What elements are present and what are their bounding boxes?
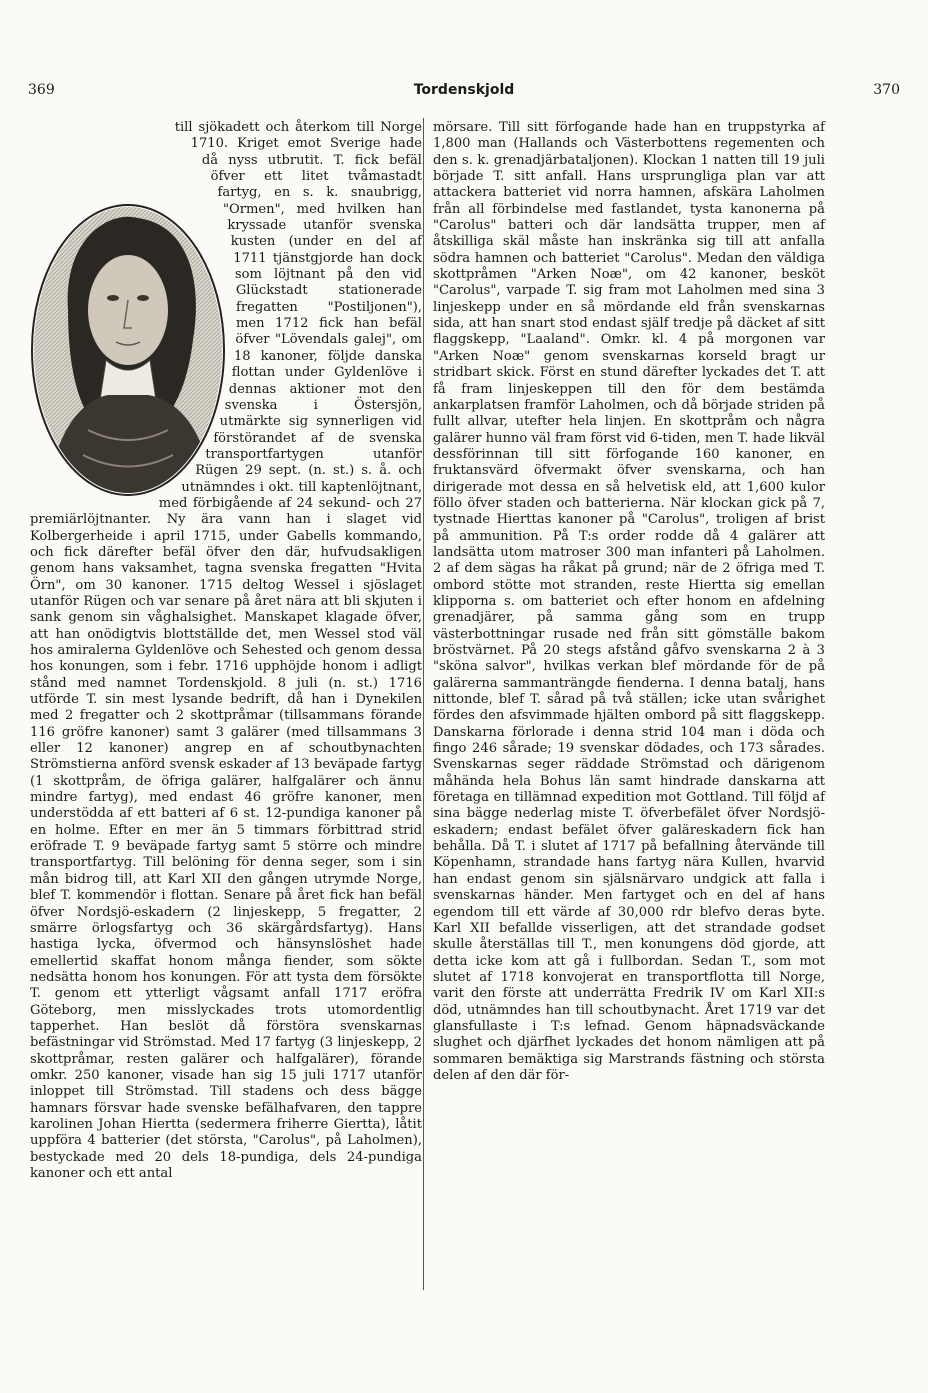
right-column	[433, 120, 825, 1084]
page-header	[28, 80, 900, 102]
left-column	[30, 120, 422, 1182]
running-title: Tordenskjold	[413, 82, 515, 98]
column-divider	[423, 118, 424, 1290]
portrait-engraving	[28, 200, 228, 500]
left-column-text: till sjökadett och återkom till Norge 1710. Kriget emot Sverige hade då nyss utbrutit. T. fick befäl öfver ett litet tvåmastadt fartyg, en s. k. snaubrigg, "Ormen", med hvilken han kryssade utanför svenska kusten (under en del af 1711 tjänstgjorde han dock som löjtnant på den vid Glückstadt stationerade fregatten "Postiljonen"), men 1712 fick han befäl öfver "Lövendals galej", om 18 kanoner, följde danska flottan under Gyldenlöve i dennas aktioner mot den svenska i Östersjön, utmärkte sig synnerligen vid förstörandet af de svenska transportfartygen utanför Rügen 29 sept. (n. st.) s. å. och utnämndes i okt. till kaptenlöjtnant, med förbigående af 24 sekund- och 27 premiärlöjtnanter. Ny ära vann han i slaget vid Kolbergerheide i april 1715, under Gabells kommando, och fick därefter befäl öfver den där, hufvudsakligen genom hans vaksamhet, tagna svenska fregatten "Hvita Örn", om 30 kanoner. 1715 deltog Wessel i sjöslaget utanför Rügen och var senare på året nära att bli skjuten i sank genom sin våghalsighet. Manskapet klagade öfver, att han onödigtvis blottställde det, men Wessel stod väl hos amiralerna Gyldenlöve och Sehested och genom dessa hos konungen, som i febr. 1716 upphöjde honom i adligt stånd med namnet Tordenskjold. 8 juli (n. st.) 1716 utförde T. sin mest lysande bedrift, då han i Dynekilen med 2 fregatter och 2 skottpråmar (tillsammans förande 116 gröfre kanoner) samt 3 galärer (med tillsammans 3 eller 12 kanoner) angrep en af schoutbynachten Strömstierna anförd svensk eskader af 13 beväpade fartyg (1 skottpråm, de öfriga galärer, halfgalärer och ännu mindre fartyg), med endast 46 gröfre kanoner, men understödda af ett batteri af 6 st. 12-pundiga kanoner på en holme. Efter en mer än 5 timmars förbittrad strid eröfrade T. 9 beväpade fartyg samt 5 större och mindre transportfartyg. Till belöning för denna seger, som i sin mån bidrog till, att Karl XII den gången utrymde Norge, blef T. kommendör i flottan. Senare på året fick han befäl öfver Nordsjö-eskadern (2 linjeskepp, 5 fregatter, 2 smärre örlogsfartyg och 36 skärgårdsfartyg). Hans hastiga lycka, öfvermod och hänsynslöshet hade emellertid skaffat honom många fiender, som sökte nedsätta honom hos konungen. För att tysta dem försökte T. genom ett ytterligt vågsamt anfall 1717 eröfra Göteborg, men misslyckades trots utomordentlig tapperhet. Han beslöt då förstöra svenskarnas befästningar vid Strömstad. Med 17 fartyg (3 linjeskepp, 2 skottpråmar, resten galärer och halfgalärer), förande omkr. 250 kanoner, visade han sig 15 juli 1717 utanför inloppet till Strömstad. Till stadens och dess bägge hamnars försvar hade svenske befälhafvaren, den tappre karolinen Johan Hiertta (sedermera friherre Giertta), låtit uppföra 4 batterier (det största, "Carolus", på Laholmen), bestyckade med 20 dels 18-pundiga, dels 24-pundiga kanoner och ett antal	[30, 120, 422, 1181]
portrait-image	[28, 200, 228, 500]
page-number-left: 369	[28, 82, 55, 98]
page-number-right: 370	[873, 82, 900, 98]
right-column-text: mörsare. Till sitt förfogande hade han en truppstyrka af 1,800 man (Hallands och Västerbottens regementen och den s. k. grenadjärbataljonen). Klockan 1 natten till 19 juli började T. sitt anfall. Hans ursprungliga plan var att attackera batteriet vid norra hamnen, afskära Laholmen från all förbindelse med fastlandet, tysta kanonerna på "Carolus" batteri och där landsätta trupper, men af åtskilliga skäl måste han inskränka sig till att anfalla södra hamnen och batteriet "Carolus". Medan den väldiga skottpråmen "Arken Noæ", om 42 kanoner, besköt "Carolus", varpade T. sig fram mot Laholmen med sina 3 linjeskepp under en så mördande eld från svenskarnas sida, att han snart stod endast själf tredje på däcket af sitt flaggskepp, "Laaland". Omkr. kl. 4 på morgonen var "Arken Noæ" genom svenskarnas korseld bragt ur stridbart skick. Först en stund därefter lyckades det T. att få fram linjeskeppen till den för dem bestämda ankarplatsen framför Laholmen, och då började striden på fullt allvar, utefter hela linjen. En skottpråm och några galärer hunno väl fram först vid 6-tiden, men T. hade likväl dessförinnan till sitt förfogande 160 kanoner, en fruktansvärd öfvermakt öfver svenskarna, och han dirigerade mot dessa en så helvetisk eld, att 1,600 kulor föllo öfver staden och batterierna. När klockan gick på 7, tystnade Hierttas kanoner på "Carolus", troligen af brist på ammunition. På T:s order rodde då 4 galärer att landsätta utom matroser 300 man infanteri på Laholmen. 2 af dem sägas ha råkat på grund; när de 2 öfriga med T. ombord stötte mot stranden, reste Hiertta sig emellan klipporna s. om batteriet och efter honom en afdelning grenadjärer, på samma gång som en trupp västerbottningar rusade ned från sitt gömställe bakom bröstvärnet. På 20 stegs afstånd gåfvo svenskarna 2 à 3 "sköna salvor", hvilkas verkan blef mördande för de på galärerna sammanträngde fienderna. I denna batalj, hans nittonde, blef T. sårad på två ställen; icke utan svårighet fördes den afsvimmade hjälten ombord på sitt flaggskepp. Danskarna förlorade i denna strid 104 man i döda och fingo 246 sårade; 19 svenskar dödades, och 173 sårades. Svenskarnas seger räddade Strömstad och därigenom måhända hela Bohus län samt hindrade danskarna att företaga en tillämnad expedition mot Gottland. Till följd af sina bägge nederlag miste T. öfverbefälet öfver Nordsjö-eskadern; endast befälet öfver galäreskadern fick han behålla. Då T. i slutet af 1717 på befallning återvände till Köpenhamn, strandade hans fartyg nära Kullen, hvarvid han endast genom sin själsnärvaro undgick att falla i svenskarnas händer. Men fartyget och en del af hans egendom till ett värde af 30,000 rdr blefvo deras byte. Karl XII befallde visserligen, att det strandade godset skulle återställas till T., men konungens död gjorde, att detta icke kom att gå i fullbordan. Sedan T., som mot slutet af 1718 konvojerat en transportflotta till Norge, varit den förste att underrätta Fredrik IV om Karl XII:s död, utnämndes han till schoutbynacht. Året 1719 var det glansfullaste i T:s lefnad. Genom häpnadsväckande slughet och djärfhet lyckades det honom nämligen att på sommaren bemäktiga sig Marstrands fästning och största delen af den där för-	[433, 120, 825, 1083]
